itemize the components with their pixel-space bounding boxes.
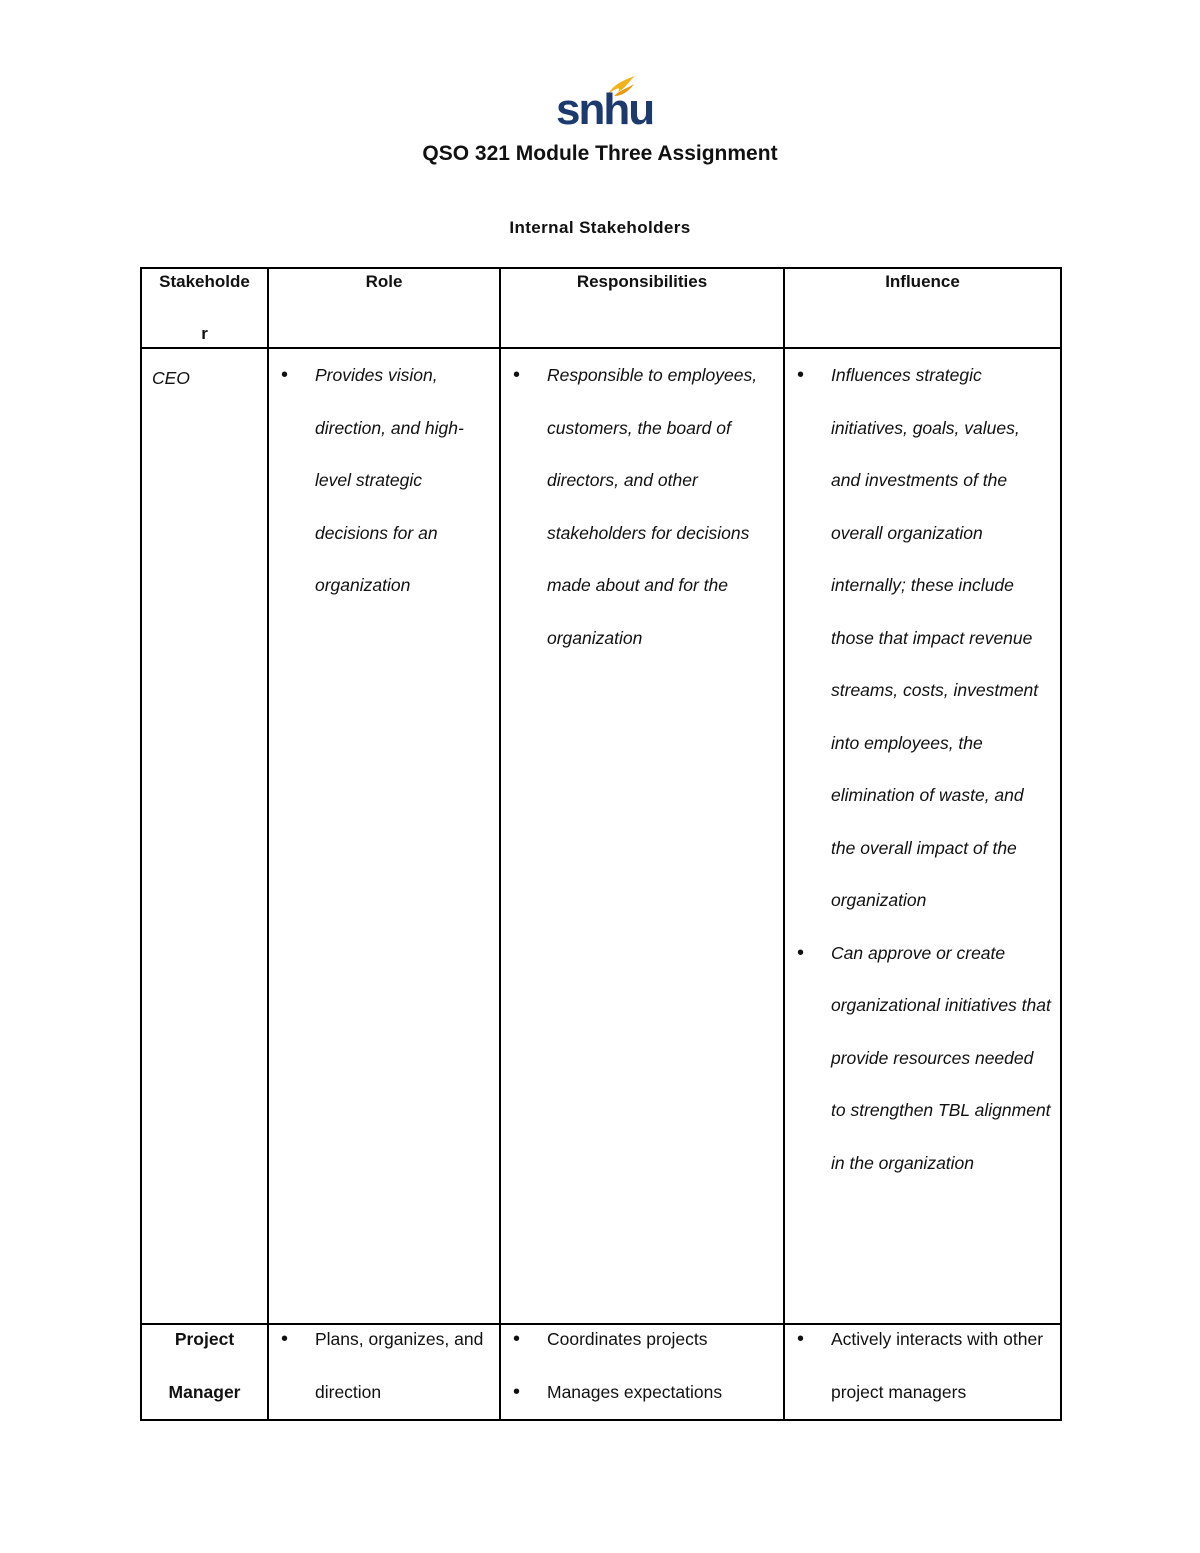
list-item: • Plans, organizes, and direction xyxy=(269,1313,499,1419)
list-item: • Influences strategic initiatives, goals, values, and investments of the overall organization internally; these include those that impact revenue streams, costs, investment into employees, the elimination of waste, and the overall impact of the organization xyxy=(785,349,1060,927)
stakeholder-label: CEO xyxy=(152,368,190,388)
section-subtitle: Internal Stakeholders xyxy=(509,218,691,237)
role-cell xyxy=(268,348,500,1324)
stakeholder-label-line2: Manager xyxy=(168,1382,241,1402)
stakeholder-label xyxy=(142,1313,267,1419)
influence-list xyxy=(785,1313,1060,1419)
list-item: • Can approve or create organizational initiatives that provide resources needed to strengthen TBL alignment in the organization xyxy=(785,927,1060,1190)
responsibilities-cell xyxy=(500,348,784,1324)
list-item: • Coordinates projects xyxy=(501,1313,783,1366)
influence-cell xyxy=(784,1324,1061,1420)
responsibilities-cell xyxy=(500,1324,784,1420)
stakeholder-label-line1: Project xyxy=(174,1329,235,1349)
logo-wordmark: snhu xyxy=(556,85,654,134)
list-item: • Responsible to employees, customers, the board of directors, and other stakeholders for decisions made about and for the organization xyxy=(501,349,783,664)
list-item: • Manages expectations xyxy=(501,1366,783,1419)
influence-cell xyxy=(784,348,1061,1324)
column-header-responsibilities: Responsibilities xyxy=(500,268,784,348)
column-header-stakeholder-line2: r xyxy=(201,324,208,343)
stakeholder-cell xyxy=(141,348,268,1324)
role-list xyxy=(269,1313,499,1419)
stakeholder-table xyxy=(140,267,1062,1421)
role-cell xyxy=(268,1324,500,1420)
influence-list xyxy=(785,349,1060,1189)
list-item: • Provides vision, direction, and high-level strategic decisions for an organization xyxy=(269,349,499,612)
snhu-logo xyxy=(556,74,654,134)
column-header-stakeholder-line1: Stakeholde xyxy=(159,272,250,291)
responsibilities-list xyxy=(501,1313,783,1419)
stakeholder-cell xyxy=(141,1324,268,1420)
table-row xyxy=(141,348,1061,1324)
table-header-row xyxy=(141,268,1061,348)
responsibilities-list xyxy=(501,349,783,664)
column-header-role: Role xyxy=(268,268,500,348)
page-title: QSO 321 Module Three Assignment xyxy=(422,142,778,165)
list-item: • Actively interacts with other project managers xyxy=(785,1313,1060,1419)
table-row xyxy=(141,1324,1061,1420)
column-header-influence: Influence xyxy=(784,268,1061,348)
column-header-stakeholder xyxy=(141,268,268,348)
role-list xyxy=(269,349,499,612)
